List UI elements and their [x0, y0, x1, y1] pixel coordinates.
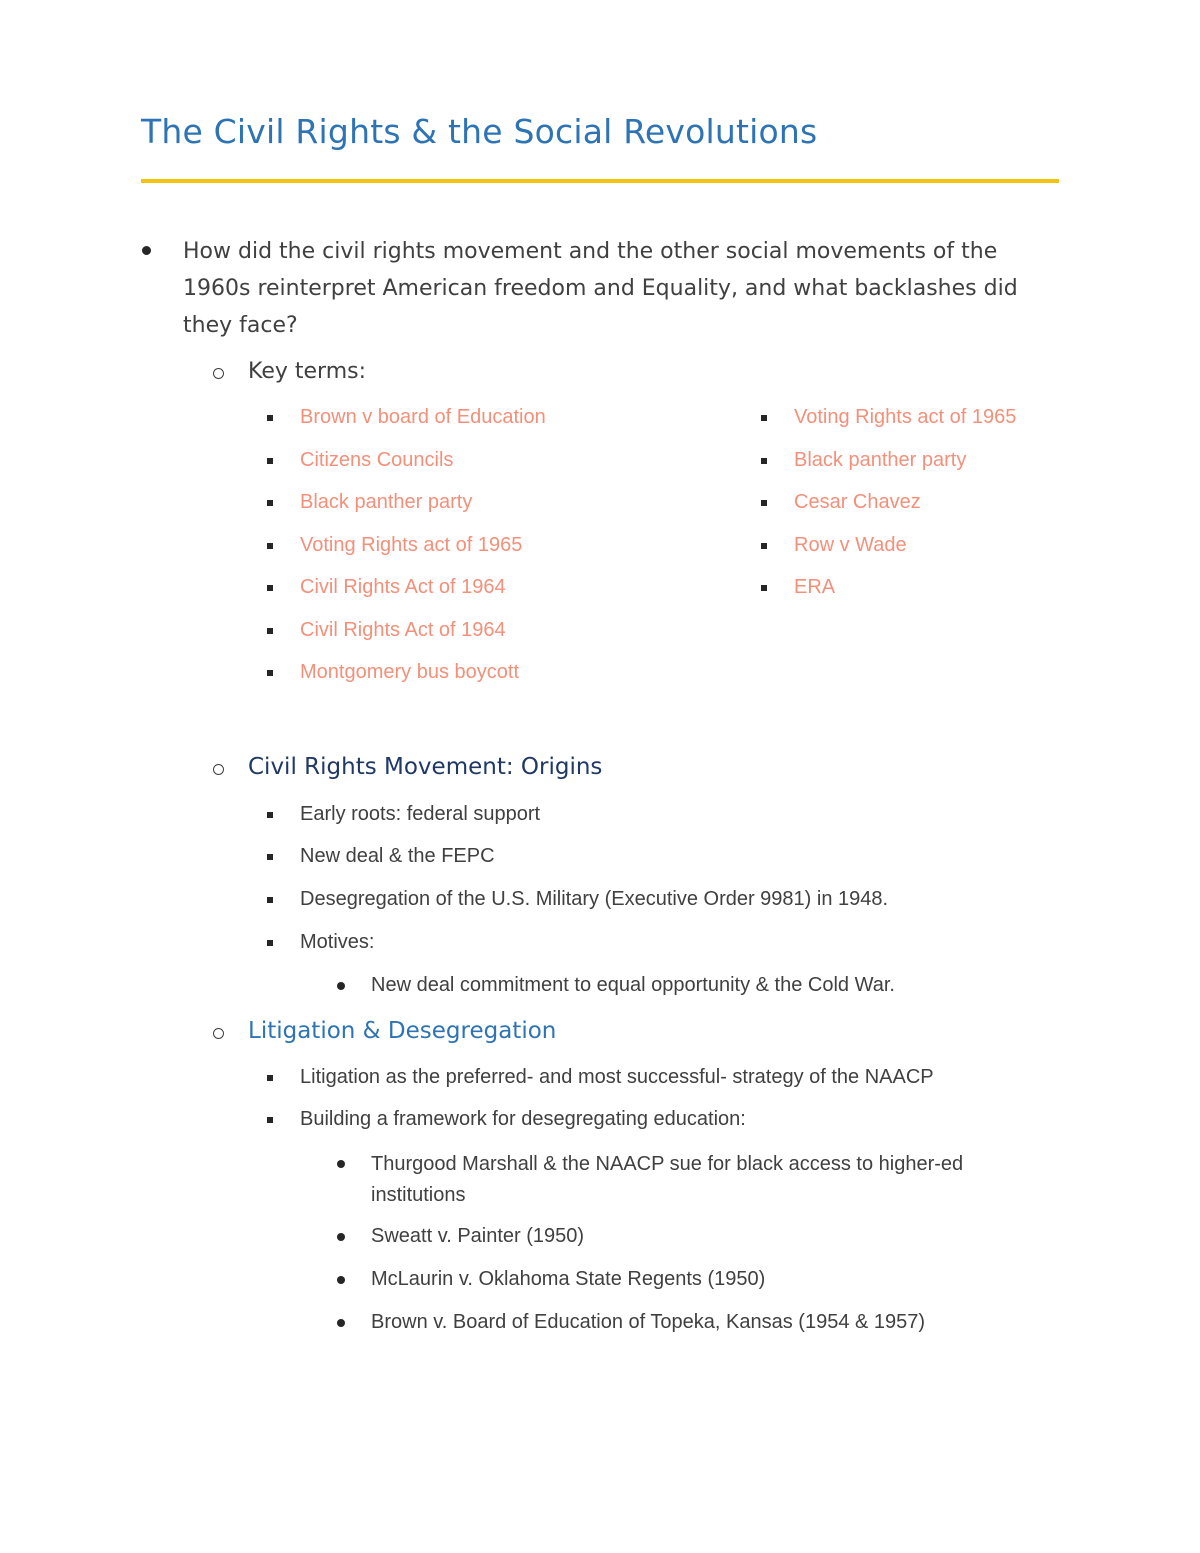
litigation-item: Litigation as the preferred- and most successful- strategy of the NAACP	[300, 1066, 934, 1088]
key-term: Cesar Chavez	[794, 491, 921, 513]
framework-item: McLaurin v. Oklahoma State Regents (1950)	[371, 1268, 766, 1290]
origins-item: New deal & the FEPC	[300, 845, 495, 867]
main-question: How did the civil rights movement and the other social movements of the 1960s reinterpret American freedom and Equality, and what backlashes did they face?	[183, 239, 1018, 338]
key-term: Brown v board of Education	[300, 406, 546, 428]
square-bullet-icon	[267, 458, 273, 464]
key-term: Montgomery bus boycott	[300, 661, 519, 683]
key-term: Civil Rights Act of 1964	[300, 576, 506, 598]
square-bullet-icon	[267, 897, 273, 903]
bullet-dot-icon	[337, 1233, 345, 1241]
origins-item: Motives:	[300, 931, 375, 953]
key-term: Row v Wade	[794, 534, 907, 556]
key-term: Black panther party	[300, 491, 473, 513]
key-term: Voting Rights act of 1965	[794, 406, 1017, 428]
square-bullet-icon	[761, 415, 767, 421]
open-circle-bullet-icon	[213, 764, 224, 775]
bullet-dot-icon	[337, 982, 345, 990]
square-bullet-icon	[761, 585, 767, 591]
square-bullet-icon	[267, 415, 273, 421]
origins-item: Desegregation of the U.S. Military (Executive Order 9981) in 1948.	[300, 888, 889, 910]
key-term: Citizens Councils	[300, 449, 454, 471]
title-underline	[141, 179, 1059, 183]
square-bullet-icon	[267, 1075, 273, 1081]
bullet-dot-icon	[337, 1276, 345, 1284]
square-bullet-icon	[267, 670, 273, 676]
key-term: Black panther party	[794, 449, 967, 471]
square-bullet-icon	[267, 628, 273, 634]
framework-item: Brown v. Board of Education of Topeka, Kansas (1954 & 1957)	[371, 1311, 926, 1333]
key-term: ERA	[794, 576, 836, 598]
square-bullet-icon	[267, 500, 273, 506]
bullet-dot-icon	[142, 246, 151, 255]
open-circle-bullet-icon	[213, 368, 224, 379]
square-bullet-icon	[267, 1117, 273, 1123]
square-bullet-icon	[761, 543, 767, 549]
framework-item: Thurgood Marshall & the NAACP sue for black access to higher-ed institutions	[371, 1153, 964, 1206]
square-bullet-icon	[267, 940, 273, 946]
framework-item: Sweatt v. Painter (1950)	[371, 1225, 585, 1247]
origins-heading: Civil Rights Movement: Origins	[248, 754, 603, 780]
square-bullet-icon	[761, 458, 767, 464]
square-bullet-icon	[267, 543, 273, 549]
square-bullet-icon	[267, 585, 273, 591]
bullet-dot-icon	[337, 1160, 345, 1168]
key-term: Voting Rights act of 1965	[300, 534, 523, 556]
litigation-heading: Litigation & Desegregation	[248, 1018, 557, 1044]
origins-item: Early roots: federal support	[300, 803, 541, 825]
key-term: Civil Rights Act of 1964	[300, 619, 506, 641]
key-terms-heading: Key terms:	[248, 359, 367, 384]
square-bullet-icon	[267, 812, 273, 818]
litigation-item: Building a framework for desegregating education:	[300, 1108, 746, 1130]
open-circle-bullet-icon	[213, 1028, 224, 1039]
bullet-dot-icon	[337, 1319, 345, 1327]
page-title: The Civil Rights & the Social Revolutions	[141, 112, 818, 151]
square-bullet-icon	[761, 500, 767, 506]
square-bullet-icon	[267, 854, 273, 860]
motives-item: New deal commitment to equal opportunity & the Cold War.	[371, 974, 895, 996]
